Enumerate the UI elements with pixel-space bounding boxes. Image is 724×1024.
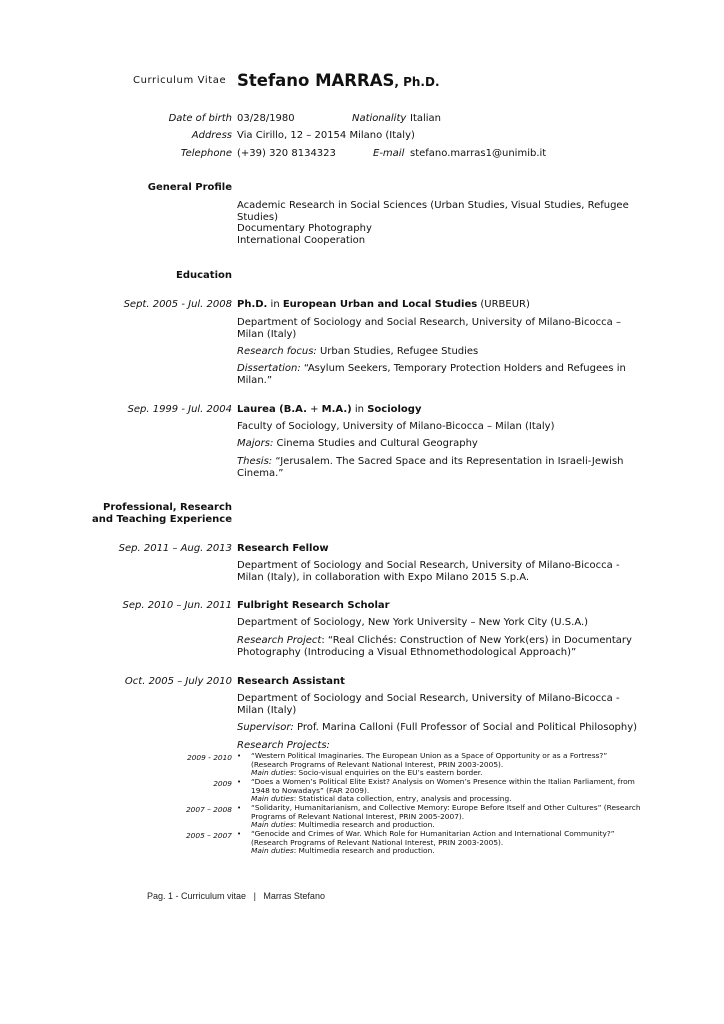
fellow-description: Department of Sociology and Social Research, University of Milano-Bicocca - Milan (Italy), in collaboration with Expo Milano 2015 S.p.A. (237, 560, 620, 583)
project-1-years: 2009 - 2010 (187, 753, 232, 762)
footer-author: Marras Stefano (263, 891, 325, 901)
footer-page-label: Pag. 1 - Curriculum vitae (147, 891, 247, 901)
fulbright-project-value: : “Real Clichés: Construction of New York(ers) in Documentary Photography (Introducing a Visual Ethnomethodological Approach)” (237, 635, 632, 658)
dob-value: 03/28/1980 (237, 113, 295, 124)
phd-program: European Urban and Local Studies (282, 299, 478, 310)
assistant-supervisor (237, 722, 657, 734)
email-value: stefano.marras1@unimib.it (410, 148, 547, 159)
person-name (237, 71, 440, 90)
bullet-icon: • (237, 752, 242, 760)
name-text: Stefano MARRAS (237, 71, 395, 90)
phd-degree: Ph.D. (237, 299, 268, 310)
laurea-majors-value: Cinema Studies and Cultural Geography (273, 438, 478, 449)
address-value: Via Cirillo, 12 – 20154 Milano (Italy) (237, 130, 415, 141)
bullet-icon: • (237, 778, 242, 786)
cv-label: Curriculum Vitae (133, 75, 227, 86)
project-4-years: 2005 – 2007 (185, 831, 232, 840)
duties-label: Main duties (251, 794, 294, 804)
project-1-program: (Research Programs of Relevant National Interest, PRIN 2003-2005). (251, 759, 504, 769)
laurea-subject: Sociology (367, 404, 422, 415)
laurea-thesis-label: Thesis: (237, 456, 273, 467)
project-3-years: 2007 – 2008 (185, 805, 232, 814)
project-3-title: “Solidarity, Humanitarianism, and Collective Memory: Europe Before Itself and Other Cultures” (Research Programs of Relevant National Interest, PRIN 2005-2007). (251, 803, 641, 821)
project-1-title: “Western Political Imaginaries. The European Union as a Space of Opportunity or as a Fortress?” (251, 751, 608, 760)
fellow-title: Research Fellow (237, 543, 329, 554)
assistant-dates: Oct. 2005 – July 2010 (124, 676, 232, 687)
projects-label: Research Projects: (237, 740, 330, 751)
fulbright-dates: Sep. 2010 – Jun. 2011 (122, 600, 232, 611)
footer-separator: | (253, 891, 256, 901)
laurea-title (237, 404, 637, 416)
profile-line-1: Academic Research in Social Sciences (Urban Studies, Visual Studies, Refugee Studies) (237, 200, 629, 223)
duties-text: : Statistical data collection, entry, analysis and processing. (293, 794, 512, 804)
laurea-faculty: Faculty of Sociology, University of Milano-Bicocca – Milan (Italy) (237, 421, 555, 432)
bullet-icon: • (237, 804, 242, 812)
phd-department: Department of Sociology and Social Research, University of Milano-Bicocca – Milan (Italy) (237, 317, 621, 340)
education-heading: Education (176, 270, 232, 281)
supervisor-value: Prof. Marina Calloni (Full Professor of Social and Political Philosophy) (293, 722, 638, 733)
experience-heading-line-1: Professional, Research (103, 502, 232, 513)
page-footer (147, 891, 325, 901)
project-2 (251, 778, 651, 804)
laurea-thesis (237, 456, 632, 480)
supervisor-label: Supervisor: (237, 722, 294, 733)
name-suffix: , Ph.D. (394, 75, 440, 89)
laurea-dates: Sep. 1999 - Jul. 2004 (127, 404, 232, 415)
assistant-title: Research Assistant (237, 676, 345, 687)
project-2-years: 2009 (213, 779, 232, 788)
nationality-label: Nationality (352, 113, 407, 124)
fellow-dates: Sep. 2011 – Aug. 2013 (118, 543, 232, 554)
phd-diss-label: Dissertation: (237, 363, 301, 374)
phd-diss-value: “Asylum Seekers, Temporary Protection Holders and Refugees in Milan.” (237, 363, 626, 386)
fulbright-description: Department of Sociology, New York University – New York City (U.S.A.) (237, 617, 589, 628)
phd-focus-value: Urban Studies, Refugee Studies (316, 346, 479, 357)
telephone-value: (+39) 320 8134323 (237, 148, 336, 159)
duties-text: : Socio-visual enquiries on the EU’s eastern border. (293, 768, 483, 778)
phd-dissertation (237, 363, 632, 387)
general-profile-heading: General Profile (147, 182, 232, 193)
project-4-title: “Genocide and Crimes of War. Which Role for Humanitarian Action and International Community?” (251, 829, 615, 838)
laurea-ma: M.A.) (321, 404, 352, 415)
dob-label: Date of birth (168, 113, 232, 124)
laurea-plus: + (306, 404, 322, 415)
duties-label: Main duties (251, 768, 294, 778)
phd-dates: Sept. 2005 - Jul. 2008 (123, 299, 232, 310)
project-1 (251, 752, 651, 778)
project-4-duties (251, 847, 651, 856)
project-4 (251, 830, 651, 856)
phd-acronym: (URBEUR) (477, 299, 530, 310)
experience-heading (92, 502, 232, 526)
experience-heading-line-2: and Teaching Experience (92, 514, 232, 525)
laurea-majors-label: Majors: (237, 438, 274, 449)
profile-line-2: Documentary Photography (237, 223, 372, 234)
assistant-description: Department of Sociology and Social Research, University of Milano-Bicocca - Milan (Italy) (237, 693, 620, 716)
project-4-program: (Research Programs of Relevant National Interest, PRIN 2003-2005). (251, 837, 504, 847)
project-3 (251, 804, 651, 830)
phd-in: in (267, 299, 283, 310)
duties-text: : Multimedia research and production. (293, 846, 435, 856)
duties-text: : Multimedia research and production. (293, 820, 435, 830)
fulbright-title: Fulbright Research Scholar (237, 600, 390, 611)
bullet-icon: • (237, 830, 242, 838)
laurea-majors (237, 438, 637, 450)
laurea-in: in (351, 404, 368, 415)
nationality-value: Italian (410, 113, 442, 124)
phd-focus-label: Research focus: (237, 346, 317, 357)
laurea-thesis-value: “Jerusalem. The Sacred Space and its Representation in Israeli-Jewish Cinema.” (237, 456, 624, 479)
phd-title (237, 299, 637, 311)
duties-label: Main duties (251, 846, 294, 856)
laurea-degree: Laurea (B.A. (237, 404, 307, 415)
fulbright-project (237, 635, 632, 659)
phd-focus (237, 346, 637, 358)
profile-line-3: International Cooperation (237, 235, 366, 246)
duties-label: Main duties (251, 820, 294, 830)
address-label: Address (191, 130, 232, 141)
fulbright-project-label: Research Project (237, 635, 322, 646)
email-label: E-mail (373, 148, 405, 159)
telephone-label: Telephone (180, 148, 232, 159)
project-2-title: “Does a Women’s Political Elite Exist? Analysis on Women’s Presence within the Italian Parliament, from 1948 to Nowadays” (FAR 2009). (251, 777, 635, 795)
